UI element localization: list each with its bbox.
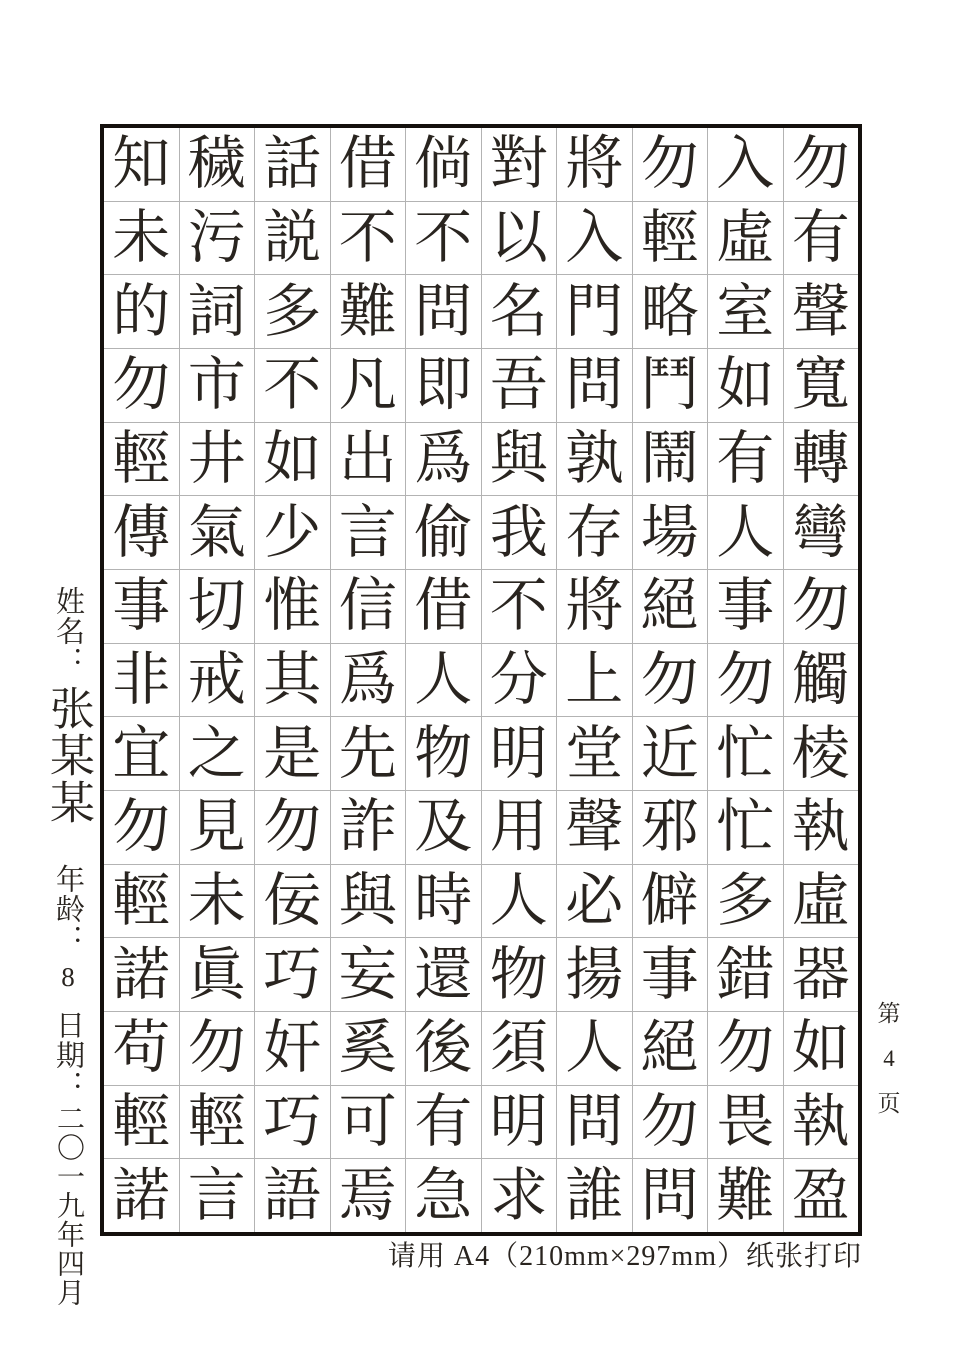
grid-cell: 市: [180, 349, 255, 422]
grid-cell: 虛: [784, 865, 859, 938]
grid-cell: 語: [255, 1159, 330, 1232]
grid-cell: 未: [180, 865, 255, 938]
grid-cell: 信: [331, 570, 406, 643]
grid-cell: 吾: [482, 349, 557, 422]
grid-cell: 爲: [331, 644, 406, 717]
grid-cell: 如: [784, 1012, 859, 1085]
grid-cell: 諾: [104, 938, 179, 1011]
grid-cell: 分: [482, 644, 557, 717]
grid-cell: 求: [482, 1159, 557, 1232]
grid-cell: 非: [104, 644, 179, 717]
grid-cell: 不: [331, 202, 406, 275]
grid-cell: 近: [633, 717, 708, 790]
grid-cell: 絕: [633, 1012, 708, 1085]
grid-cell: 鬧: [633, 423, 708, 496]
student-info: [34, 586, 93, 1307]
grid-cell: 孰: [557, 423, 632, 496]
grid-cell: 是: [255, 717, 330, 790]
grid-cell: 誰: [557, 1159, 632, 1232]
grid-cell: 輕: [104, 1086, 179, 1159]
grid-cell: 偷: [406, 496, 481, 569]
grid-cell: 爲: [406, 423, 481, 496]
grid-cell: 即: [406, 349, 481, 422]
age-value: 8: [53, 962, 83, 992]
grid-cell: 言: [331, 496, 406, 569]
grid-cell: 彎: [784, 496, 859, 569]
grid-cell: 觸: [784, 644, 859, 717]
grid-cell: 少: [255, 496, 330, 569]
grid-cell: 輕: [104, 423, 179, 496]
grid-cell: 邪: [633, 791, 708, 864]
grid-cell: 輕: [633, 202, 708, 275]
grid-cell: 見: [180, 791, 255, 864]
grid-cell: 勿: [708, 644, 783, 717]
grid-cell: 知: [104, 128, 179, 201]
grid-cell: 必: [557, 865, 632, 938]
grid-cell: 上: [557, 644, 632, 717]
grid-cell: 難: [708, 1159, 783, 1232]
grid-cell: 絕: [633, 570, 708, 643]
grid-cell: 問: [557, 349, 632, 422]
grid-cell: 詞: [180, 275, 255, 348]
grid-cell: 井: [180, 423, 255, 496]
grid-cell: 入: [557, 202, 632, 275]
grid-cell: 多: [255, 275, 330, 348]
grid-cell: 詐: [331, 791, 406, 864]
grid-cell: 勿: [255, 791, 330, 864]
grid-cell: 明: [482, 1086, 557, 1159]
grid-cell: 場: [633, 496, 708, 569]
grid-cell: 時: [406, 865, 481, 938]
grid-cell: 有: [406, 1086, 481, 1159]
grid-cell: 未: [104, 202, 179, 275]
grid-cell: 虛: [708, 202, 783, 275]
grid-cell: 出: [331, 423, 406, 496]
grid-cell: 污: [180, 202, 255, 275]
grid-cell: 勿: [104, 349, 179, 422]
grid-cell: 其: [255, 644, 330, 717]
grid-cell: 戒: [180, 644, 255, 717]
grid-cell: 惟: [255, 570, 330, 643]
grid-cell: 苟: [104, 1012, 179, 1085]
grid-cell: 輕: [104, 865, 179, 938]
grid-cell: 名: [482, 275, 557, 348]
grid-cell: 説: [255, 202, 330, 275]
grid-cell: 明: [482, 717, 557, 790]
name-label: 姓名：: [52, 586, 84, 676]
grid-cell: 忙: [708, 717, 783, 790]
grid-cell: 以: [482, 202, 557, 275]
grid-cell: 可: [331, 1086, 406, 1159]
grid-cell: 人: [557, 1012, 632, 1085]
grid-cell: 室: [708, 275, 783, 348]
grid-cell: 不: [406, 202, 481, 275]
grid-cell: 勿: [784, 128, 859, 201]
grid-cell: 盈: [784, 1159, 859, 1232]
grid-cell: 事: [104, 570, 179, 643]
grid-cell: 宜: [104, 717, 179, 790]
grid-cell: 還: [406, 938, 481, 1011]
grid-cell: 後: [406, 1012, 481, 1085]
name-value: 张某某: [43, 685, 93, 826]
grid-cell: 用: [482, 791, 557, 864]
grid-cell: 諾: [104, 1159, 179, 1232]
grid-cell: 如: [708, 349, 783, 422]
grid-cell: 畏: [708, 1086, 783, 1159]
grid-cell: 事: [633, 938, 708, 1011]
grid-cell: 問: [406, 275, 481, 348]
grid-cell: 話: [255, 128, 330, 201]
grid-cell: 巧: [255, 938, 330, 1011]
grid-cell: 將: [557, 570, 632, 643]
date-label: 日期：: [52, 1010, 84, 1100]
grid-cell: 急: [406, 1159, 481, 1232]
grid-cell: 奚: [331, 1012, 406, 1085]
grid-cell: 將: [557, 128, 632, 201]
grid-cell: 的: [104, 275, 179, 348]
grid-cell: 問: [557, 1086, 632, 1159]
grid-cell: 勿: [633, 128, 708, 201]
grid-cell: 凡: [331, 349, 406, 422]
grid-cell: 倘: [406, 128, 481, 201]
grid-cell: 勿: [708, 1012, 783, 1085]
grid-cell: 器: [784, 938, 859, 1011]
grid-cell: 我: [482, 496, 557, 569]
grid-cell: 切: [180, 570, 255, 643]
grid-cell: 如: [255, 423, 330, 496]
grid-cell: 堂: [557, 717, 632, 790]
grid-cell: 有: [784, 202, 859, 275]
grid-cell: 對: [482, 128, 557, 201]
grid-cell: 勿: [633, 644, 708, 717]
grid-cell: 借: [406, 570, 481, 643]
grid-cell: 轉: [784, 423, 859, 496]
grid-cell: 焉: [331, 1159, 406, 1232]
grid-cell: 執: [784, 1086, 859, 1159]
grid-cell: 言: [180, 1159, 255, 1232]
grid-cell: 錯: [708, 938, 783, 1011]
grid-cell: 鬥: [633, 349, 708, 422]
grid-cell: 先: [331, 717, 406, 790]
print-instruction: 请用 A4（210mm×297mm）纸张打印: [387, 1241, 862, 1272]
grid-cell: 門: [557, 275, 632, 348]
grid-cell: 有: [708, 423, 783, 496]
grid-cell: 入: [708, 128, 783, 201]
grid-cell: 借: [331, 128, 406, 201]
grid-cell: 物: [482, 938, 557, 1011]
grid-cell: 聲: [557, 791, 632, 864]
grid-cell: 佞: [255, 865, 330, 938]
grid-cell: 執: [784, 791, 859, 864]
grid-cell: 略: [633, 275, 708, 348]
grid-cell: 之: [180, 717, 255, 790]
grid-cell: 勿: [784, 570, 859, 643]
grid-cell: 奸: [255, 1012, 330, 1085]
grid-cell: 勿: [104, 791, 179, 864]
grid-cell: 人: [406, 644, 481, 717]
page-indicator-prefix: 第: [877, 1001, 901, 1026]
date-value: 二〇一九年四月: [53, 1104, 84, 1307]
grid-cell: 與: [331, 865, 406, 938]
grid-cell: 及: [406, 791, 481, 864]
grid-cell: 多: [708, 865, 783, 938]
grid-cell: 事: [708, 570, 783, 643]
grid-cell: 氣: [180, 496, 255, 569]
grid-cell: 輕: [180, 1086, 255, 1159]
grid-cell: 不: [482, 570, 557, 643]
grid-cell: 穢: [180, 128, 255, 201]
page-indicator: [872, 1002, 906, 1115]
grid-cell: 妄: [331, 938, 406, 1011]
grid-cell: 傳: [104, 496, 179, 569]
grid-cell: 物: [406, 717, 481, 790]
grid-cell: 僻: [633, 865, 708, 938]
character-grid: [100, 124, 862, 1236]
grid-cell: 棱: [784, 717, 859, 790]
grid-cell: 忙: [708, 791, 783, 864]
grid-cell: 人: [708, 496, 783, 569]
grid-cell: 巧: [255, 1086, 330, 1159]
age-label: 年龄：: [52, 864, 84, 954]
grid-cell: 不: [255, 349, 330, 422]
grid-cell: 勿: [180, 1012, 255, 1085]
grid-cell: 聲: [784, 275, 859, 348]
grid-cell: 揚: [557, 938, 632, 1011]
grid-cell: 寬: [784, 349, 859, 422]
grid-cell: 問: [633, 1159, 708, 1232]
grid-cell: 人: [482, 865, 557, 938]
page-number: 4: [883, 1046, 895, 1071]
grid-cell: 須: [482, 1012, 557, 1085]
grid-cell: 存: [557, 496, 632, 569]
page-indicator-suffix: 页: [877, 1091, 901, 1116]
grid-cell: 眞: [180, 938, 255, 1011]
grid-cell: 勿: [633, 1086, 708, 1159]
grid-cell: 與: [482, 423, 557, 496]
grid-cell: 難: [331, 275, 406, 348]
